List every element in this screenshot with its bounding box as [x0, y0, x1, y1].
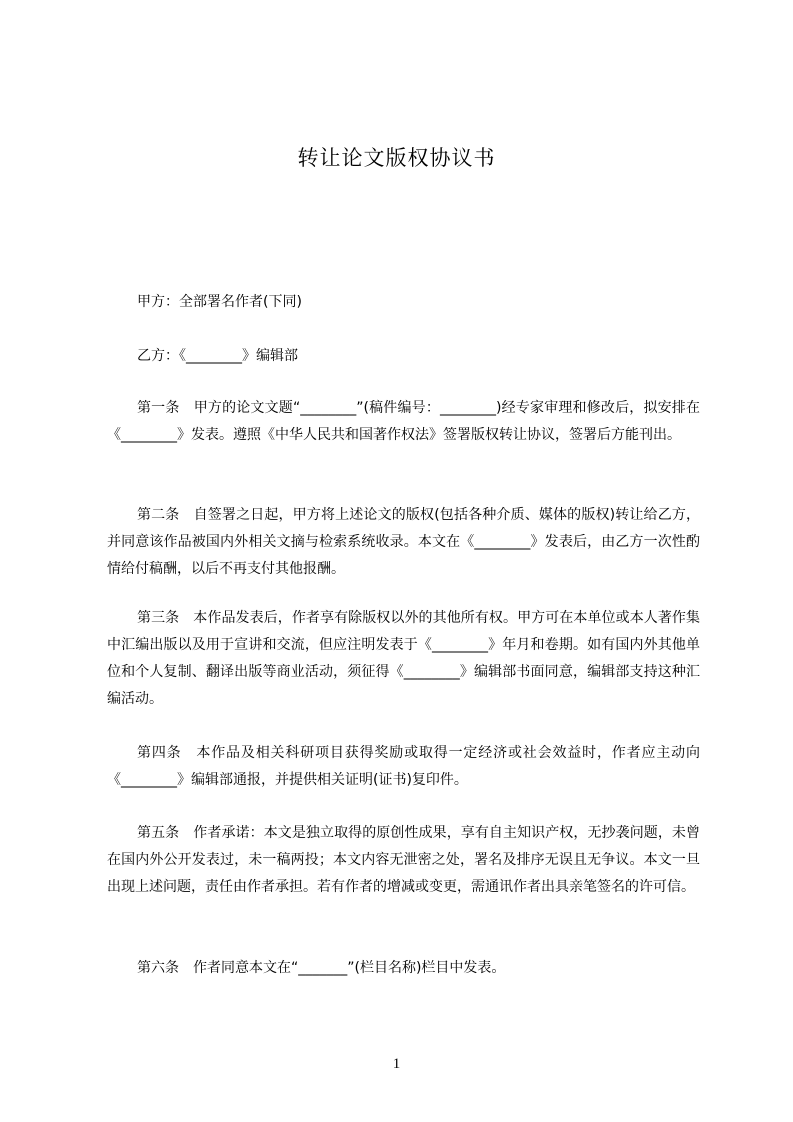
clause-3: 第三条 本作品发表后，作者享有除版权以外的其他所有权。甲方可在本单位或本人著作集中汇编出版以及用于宣讲和交流，但应注明发表于《________》年月和卷期。如有国内外其他单位和个人复制、翻译出版等商业活动，须征得《________》编辑部书面同意，编辑部支持这种汇编活动。: [107, 610, 700, 707]
clause-5: 第五条 作者承诺：本文是独立取得的原创性成果，享有自主知识产权，无抄袭问题，未曾在国内外公开发表过，未一稿两投；本文内容无泄密之处，署名及排序无误且无争议。本文一旦出现上述问题，责任由作者承担。若有作者的增减或变更，需通讯作者出具亲笔签名的许可信。: [107, 825, 700, 895]
document-title: 转让论文版权协议书: [297, 146, 496, 170]
party-a: 甲方：全部署名作者(下同): [137, 294, 302, 310]
page-number: 1: [392, 1056, 401, 1072]
clause-4: 第四条 本作品及相关科研项目获得奖励或取得一定经济或社会效益时，作者应主动向《________》编辑部通报，并提供相关证明(证书)复印件。: [107, 745, 700, 788]
clause-2: 第二条 自签署之日起，甲方将上述论文的版权(包括各种介质、媒体的版权)转让给乙方，并同意该作品被国内外相关文摘与检索系统收录。本文在《________》发表后，由乙方一次性酌情给付稿酬，以后不再支付其他报酬。: [107, 507, 700, 577]
clause-6: 第六条 作者同意本文在“_______”(栏目名称)栏目中发表。: [137, 960, 506, 976]
party-b: 乙方：《________》编辑部: [137, 348, 298, 364]
clause-1: 第一条 甲方的论文文题“________”(稿件编号：________)经专家审理和修改后，拟安排在《________》发表。遵照《中华人民共和国著作权法》签署版权转让协议，签署后方能刊出。: [107, 400, 700, 443]
